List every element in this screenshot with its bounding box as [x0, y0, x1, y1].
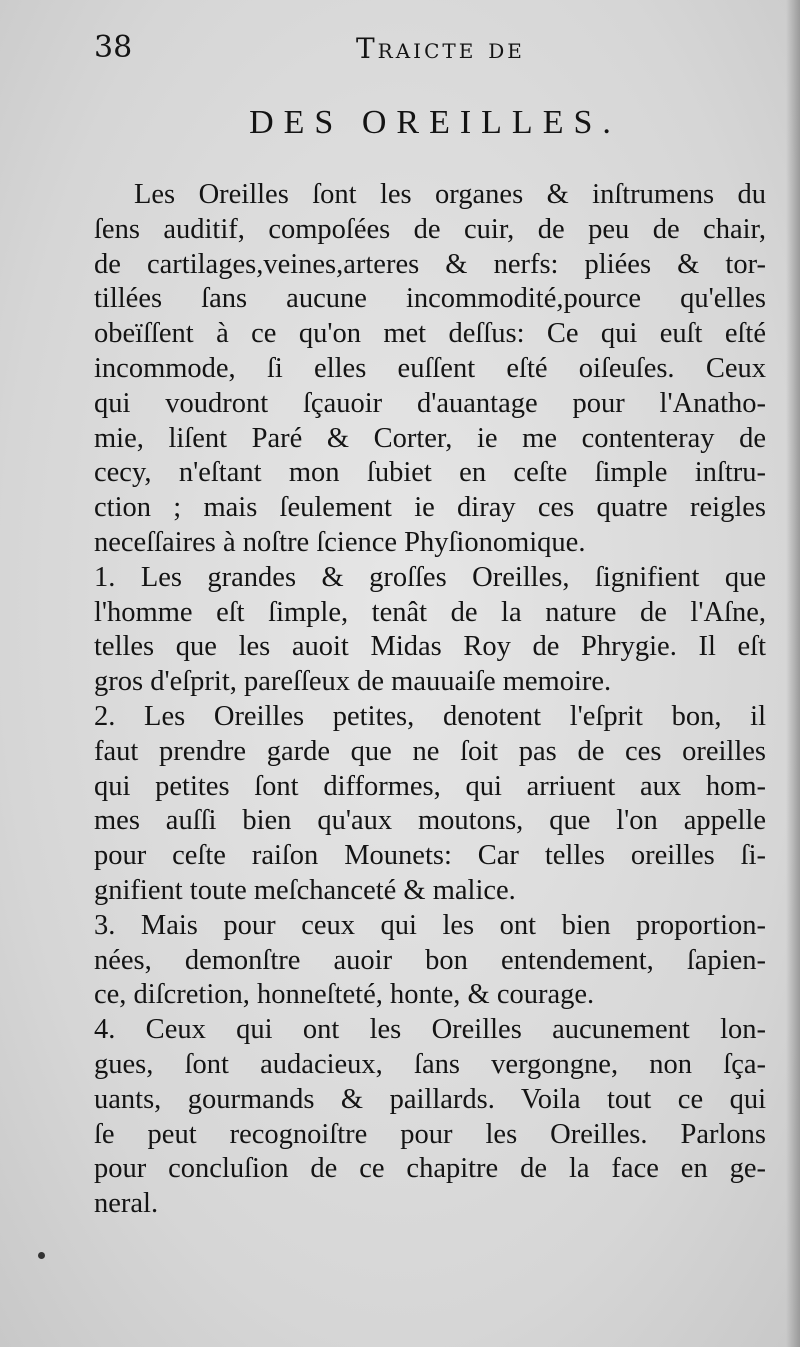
body-text	[94, 178, 766, 1222]
text-line: qui petites ſont difformes, qui arriuent aux hom-	[94, 770, 766, 802]
text-line: incommode, ſi elles euſſent eſté oiſeuſes. Ceux	[94, 352, 766, 384]
text-line: ſens auditif, compoſées de cuir, de peu de chair,	[94, 213, 766, 245]
text-line: gros d'eſprit, pareſſeux de mauuaiſe memoire.	[94, 666, 612, 698]
text-line: pour ceſte raiſon Mounets: Car telles oreilles ſi-	[94, 840, 766, 872]
text-line: neral.	[94, 1188, 159, 1220]
text-line: gues, ſont audacieux, ſans vergongne, non ſça-	[94, 1048, 766, 1080]
text-line: l'homme eſt ſimple, tenât de la nature de l'Aſne,	[94, 596, 766, 628]
page-number: 38	[94, 30, 133, 65]
text-line: ce, diſcretion, honneſteté, honte, & courage.	[94, 979, 595, 1011]
margin-mark	[38, 1252, 45, 1259]
text-line: ſe peut recognoiſtre pour les Oreilles. Parlons	[94, 1118, 766, 1150]
text-line: obeïſſent à ce qu'on met deſſus: Ce qui euſt eſté	[94, 318, 766, 350]
text-line: Les Oreilles ſont les organes & inſtrumens du	[134, 179, 766, 210]
chapter-title: DES OREILLES.	[249, 104, 621, 141]
text-line: uants, gourmands & paillards. Voila tout ce qui	[94, 1083, 766, 1115]
text-line: qui voudront ſçauoir d'auantage pour l'Anatho-	[94, 387, 766, 419]
text-line: tillées ſans aucune incommodité,pource qu'elles	[94, 283, 766, 315]
text-line: de cartilages,veines,arteres & nerfs: pliées & tor-	[94, 248, 766, 280]
text-line: 3. Mais pour ceux qui les ont bien proportion-	[94, 909, 766, 941]
text-line: mes auſſi bien qu'aux moutons, que l'on appelle	[94, 805, 766, 837]
text-line: cecy, n'eſtant mon ſubiet en ceſte ſimple inſtru-	[94, 457, 766, 489]
text-line: mie, liſent Paré & Corter, ie me contenteray de	[94, 422, 766, 454]
page-edge-shadow	[786, 0, 800, 1347]
text-line: 4. Ceux qui ont les Oreilles aucunement lon-	[94, 1014, 766, 1046]
text-line: gnifient toute meſchanceté & malice.	[94, 874, 516, 906]
running-title: Traicte de	[356, 32, 525, 65]
text-line: faut prendre garde que ne ſoit pas de ces oreilles	[94, 735, 766, 767]
text-line: pour concluſion de ce chapitre de la face en ge-	[94, 1153, 766, 1185]
page-header	[94, 30, 760, 70]
text-line: ction ; mais ſeulement ie diray ces quatre reigles	[94, 492, 766, 524]
text-line: nées, demonſtre auoir bon entendement, ſapien-	[94, 944, 766, 976]
text-line: 1. Les grandes & groſſes Oreilles, ſignifient que	[94, 561, 766, 593]
text-line: neceſſaires à noſtre ſcience Phyſionomique.	[94, 526, 586, 558]
text-line: telles que les auoit Midas Roy de Phrygie. Il eſt	[94, 631, 766, 663]
text-line: 2. Les Oreilles petites, denotent l'eſprit bon, il	[94, 700, 766, 732]
